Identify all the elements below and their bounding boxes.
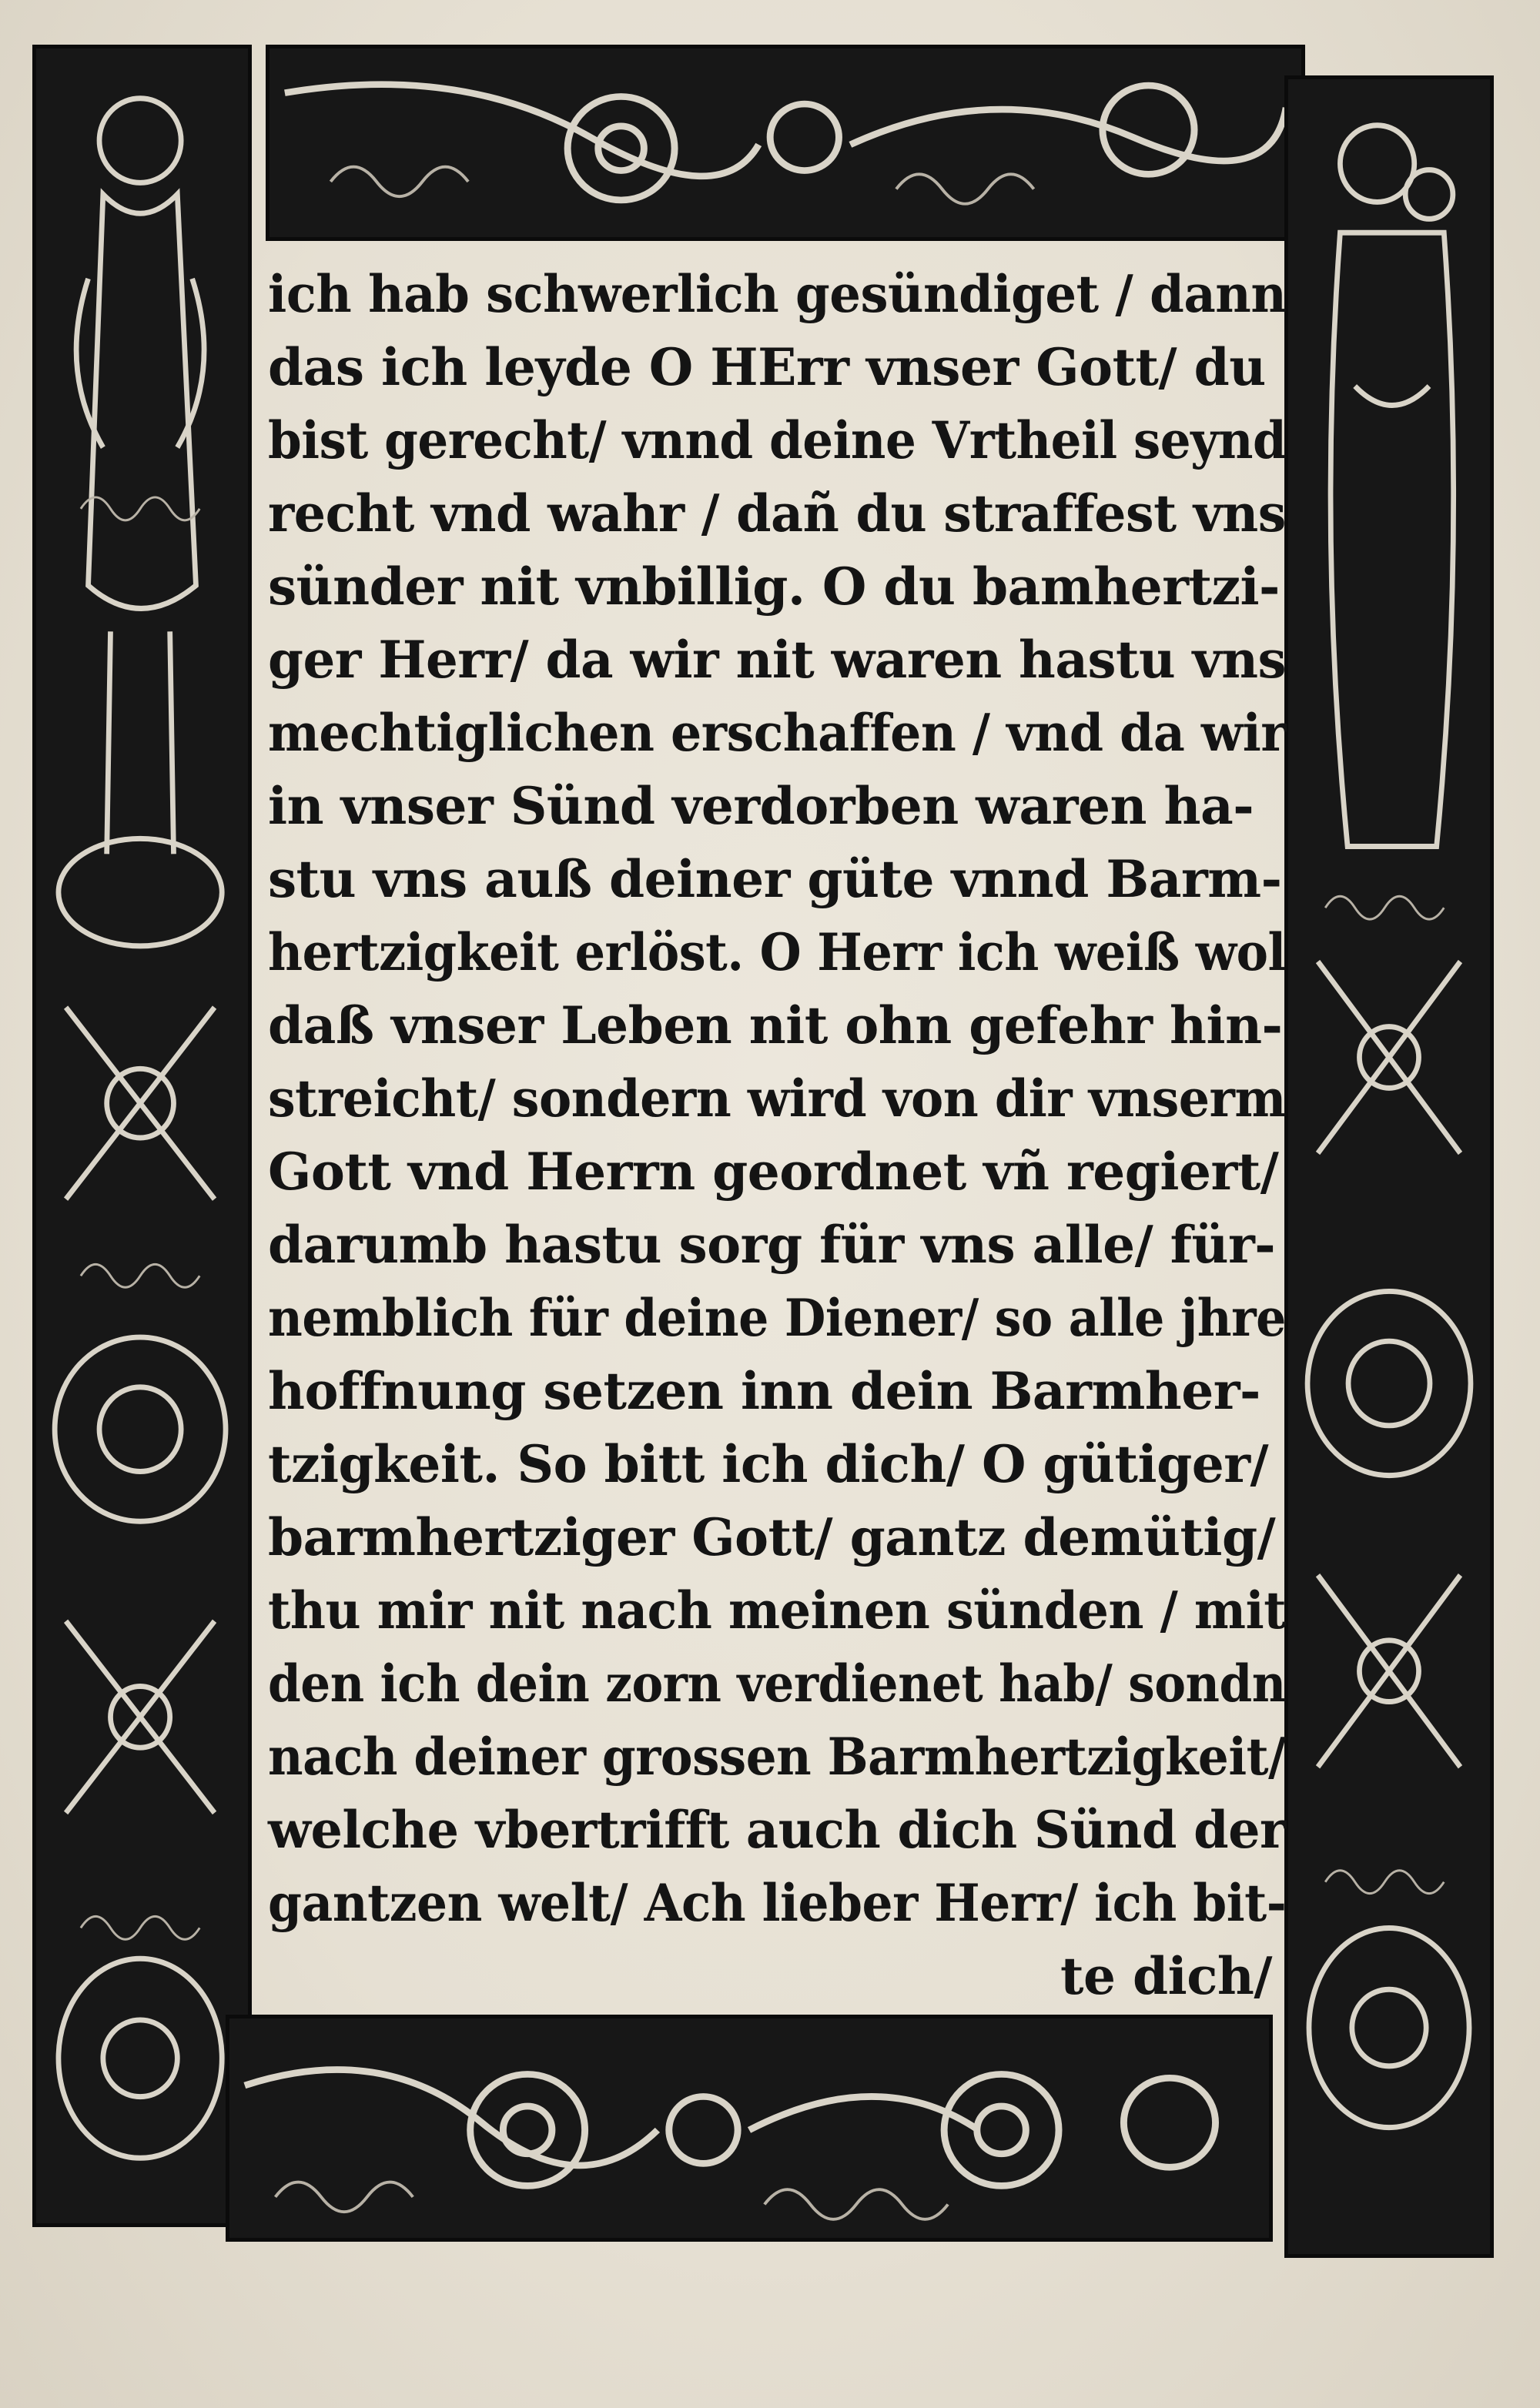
text-line: das ich leyde O HErr vnser Gott/ du [268,337,1266,397]
text-line: recht vnd wahr / dañ du straffest vns [268,483,1286,543]
scroll-ornament [229,2018,1269,2238]
text-line: Gott vnd Herrn geordnet vñ regiert/ [268,1142,1279,1202]
text-line: te dich/ [1060,1946,1272,2006]
text-line: ger Herr/ da wir nit waren hastu vns [268,630,1287,690]
prayer-text-block [254,256,1301,2007]
bottom-woodcut-border [226,2015,1273,2242]
text-line: welche vbertrifft auch dich Sünd der [268,1800,1286,1860]
text-line: nemblich für deine Diener/ so alle jhre [268,1288,1286,1348]
text-line: darumb hastu sorg für vns alle/ für- [268,1215,1276,1275]
right-woodcut-border [1284,75,1494,2258]
text-line: hoffnung setzen inn dein Barmher- [268,1361,1260,1421]
left-woodcut-border [32,45,252,2227]
text-line: bist gerecht/ vnnd deine Vrtheil seynd [268,410,1287,470]
text-line: nach deiner grossen Barmhertzigkeit/ [268,1727,1286,1787]
text-line: thu mir nit nach meinen sünden / mit [268,1580,1287,1640]
text-line: streicht/ sondern wird von dir vnserm [268,1069,1286,1129]
text-line: tzigkeit. So bitt ich dich/ O gütiger/ [268,1434,1269,1494]
text-line: stu vns auß deiner güte vnnd Barm- [268,849,1282,909]
saint-figure-woodcut [36,48,248,2223]
text-line: mechtiglichen erschaffen / vnd da wir [268,703,1287,763]
text-line: in vnser Sünd verdorben waren ha- [268,776,1254,836]
text-line: hertzigkeit erlöst. O Herr ich weiß wol [268,922,1286,982]
text-line: den ich dein zorn verdienet hab/ sondn [268,1654,1286,1714]
madonna-figure-woodcut [1288,79,1490,2254]
text-line: barmhertziger Gott/ gantz demütig/ [268,1507,1276,1567]
text-line: ich hab schwerlich gesündiget / dann [268,264,1287,324]
text-line: daß vnser Leben nit ohn gefehr hin- [268,995,1283,1055]
top-woodcut-border [266,45,1305,241]
text-line: gantzen welt/ Ach lieber Herr/ ich bit- [268,1873,1287,1933]
text-line: sünder nit vnbillig. O du bamhertzi- [268,557,1280,617]
scroll-ornament [270,48,1301,237]
